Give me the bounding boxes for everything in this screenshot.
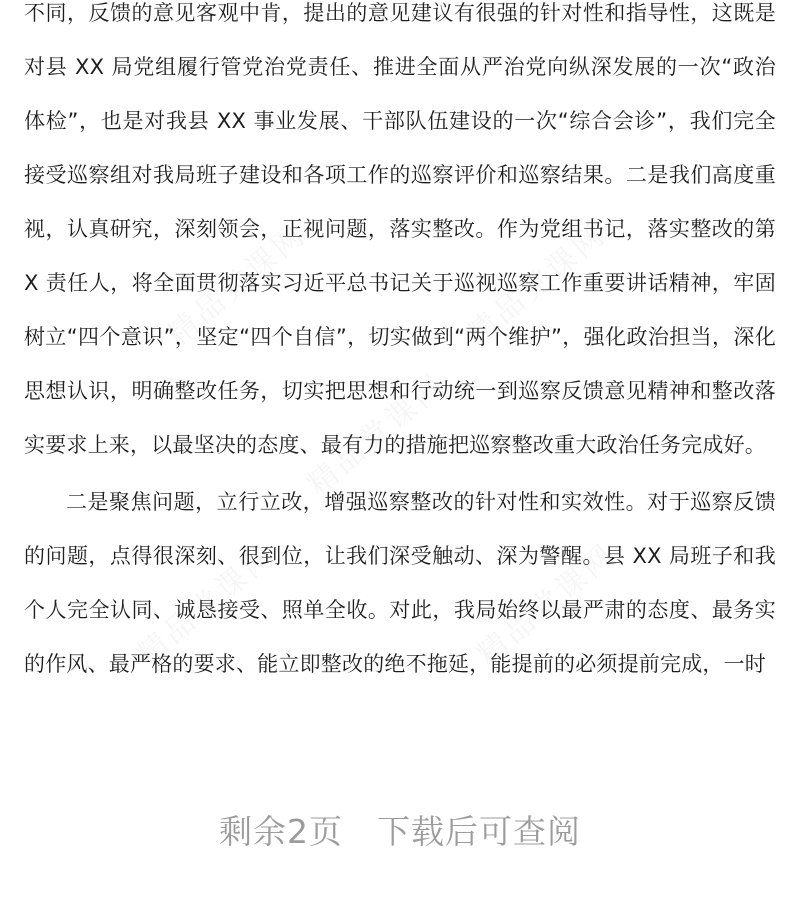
- remaining-pages-label: 剩余2页: [219, 812, 343, 851]
- watermark: 精品党课网: [130, 536, 284, 673]
- paragraph: 二是聚焦问题，立行立改，增强巡察整改的针对性和实效性。对于巡察反馈的问题，点得很深刻、很到位，让我们深受触动、深为警醒。县 XX 局班子和我个人完全认同、诚恳接受、照单全收。对此，我局始终以最严肃的态度、最务实的作风、最严格的要求、能立即整改的绝不拖延，能提前的必须提前完成，一时: [24, 490, 776, 676]
- paragraph: 不同，反馈的意见客观中肯，提出的意见建议有很强的针对性和指导性，这既是对县 XX 局党组履行管党治党责任、推进全面从严治党向纵深发展的一次“政治体检”，也是对我县 XX 事业发展、干部队伍建设的一次“综合会诊”，我们完全接受巡察组对我局班子建设和各项工作的巡察评价和巡察结果。二是我们高度重视，认真研究，深刻领会，正视问题，落实整改。作为党组书记，落实整改的第 X 责任人，将全面贯彻落实习近平总书记关于巡视巡察工作重要讲话精神，牢固树立“四个意识”，坚定“四个自信”，切实做到“两个维护”，强化政治担当，深化思想认识，明确整改任务，切实把思想和行动统一到巡察反馈意见精神和整改落实要求上来，以最坚决的态度、最有力的措施把巡察整改重大政治任务完成好。: [24, 1, 776, 457]
- download-to-read-banner[interactable]: [0, 806, 800, 853]
- document-body: [24, 0, 776, 691]
- watermark: 精品党课网: [300, 366, 454, 503]
- watermark: 精品党课网: [460, 216, 614, 353]
- watermark: 精品党课网: [470, 536, 624, 673]
- download-hint-label: 下载后可查阅: [377, 812, 581, 851]
- watermark: 精品党课网: [160, 216, 314, 353]
